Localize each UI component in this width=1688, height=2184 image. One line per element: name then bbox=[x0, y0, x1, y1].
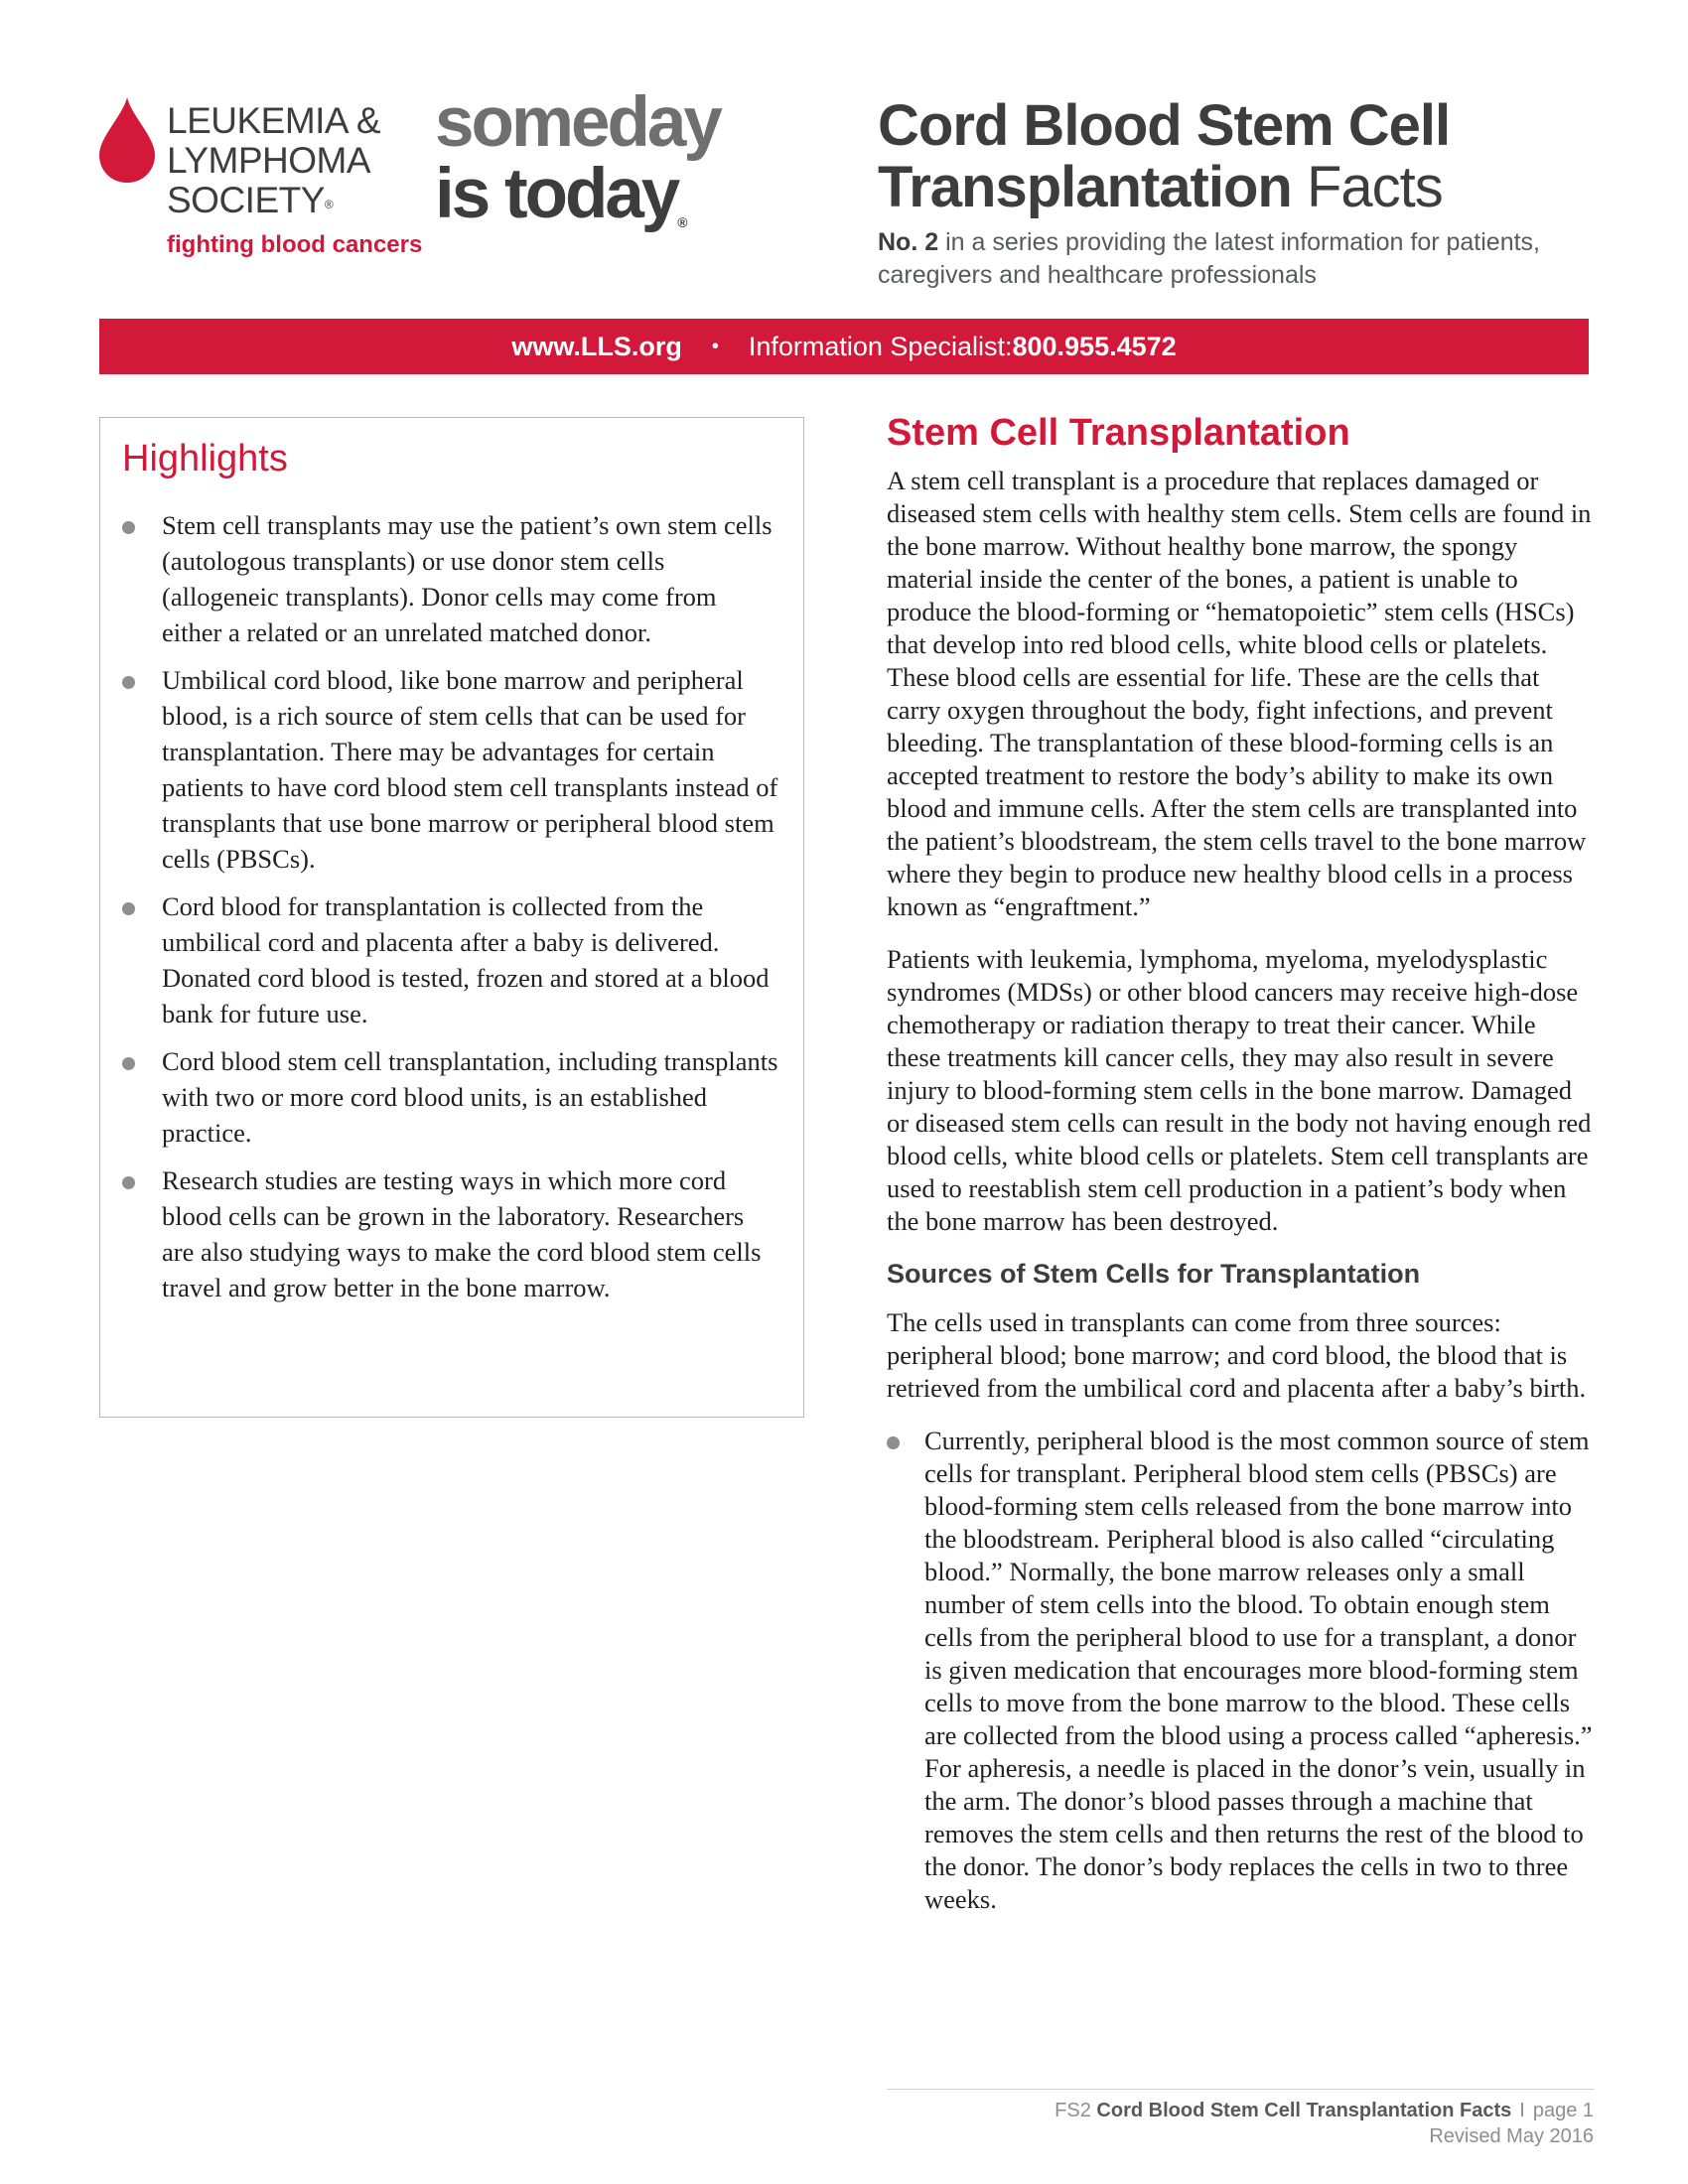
highlight-text: Research studies are testing ways in which more cord blood cells can be grown in the laboratory. Researchers are also studying ways to make the cord blood stem cells travel and grow better in the bone marrow. bbox=[162, 1165, 762, 1302]
section-title: Stem Cell Transplantation bbox=[887, 412, 1350, 454]
contact-band bbox=[99, 319, 1589, 374]
highlight-text: Cord blood stem cell transplantation, including transplants with two or more cord blood units, is an established practice. bbox=[162, 1046, 778, 1148]
bullet-icon bbox=[122, 676, 135, 689]
document-title bbox=[878, 95, 1450, 218]
specialist-label: Information Specialist: bbox=[748, 331, 1013, 361]
organization-name-line: SOCIETY bbox=[167, 180, 325, 220]
organization-tagline: fighting blood cancers bbox=[167, 231, 423, 258]
bullet-icon bbox=[122, 1176, 135, 1189]
body-paragraph: A stem cell transplant is a procedure that replaces damaged or diseased stem cells with healthy stem cells. Stem cells are found in the bone marrow. Without healthy bone marrow, the spongy material inside the center of the bones, a patient is unable to produce the blood-forming or “hematopoietic” stem cells (HSCs) that develop into red blood cells, white blood cells or platelets. These blood cells are essential for life. These are the cells that carry oxygen throughout the body, fight infections, and prevent bleeding. The transplantation of these blood-forming cells is an accepted treatment to restore the body’s ability to make its own blood and immune cells. After the stem cells are transplanted into the patient’s bloodstream, the stem cells travel to the bone marrow where they begin to produce new healthy blood cells in a process known as “engraftment.” bbox=[887, 466, 1592, 921]
website-link[interactable]: www.LLS.org bbox=[511, 331, 682, 361]
blood-drop-icon bbox=[99, 97, 155, 183]
organization-name bbox=[167, 101, 380, 220]
footer-title: Cord Blood Stem Cell Transplantation Facts bbox=[1096, 2100, 1512, 2121]
page-number: page 1 bbox=[1532, 2100, 1594, 2121]
registered-mark: ® bbox=[324, 198, 334, 211]
main-article bbox=[887, 409, 1594, 1916]
campaign-line: is today bbox=[435, 155, 678, 233]
highlight-text: Cord blood for transplantation is collected from the umbilical cord and placenta after a baby is delivered. Donated cord blood is tested, frozen and stored at a blood bank for future use. bbox=[162, 891, 770, 1028]
list-item bbox=[122, 1162, 782, 1305]
highlights-list bbox=[122, 507, 782, 1317]
bullet-icon bbox=[122, 902, 135, 915]
campaign-line: someday bbox=[435, 83, 720, 162]
sources-intro: The cells used in transplants can come from three sources: peripheral blood; bone marrow; and cord blood, the blood that is retrieved from the umbilical cord and placenta after a baby’s birth. bbox=[887, 1307, 1587, 1403]
title-facts: Facts bbox=[1291, 155, 1443, 219]
highlight-text: Umbilical cord blood, like bone marrow and peripheral blood, is a rich source of stem cells that can be used for transplantation. There may be advantages for certain patients to have cord blood stem cell transplants instead of transplants that use bone marrow or peripheral blood stem cells (PBSCs). bbox=[162, 665, 778, 874]
highlight-text: Stem cell transplants may use the patient’s own stem cells (autologous transplants) or use donor stem cells (allogeneic transplants). Donor cells may come from either a related or an unrelated matched donor. bbox=[162, 510, 773, 647]
revision-date: Revised May 2016 bbox=[1429, 2125, 1594, 2147]
title-line-1: Cord Blood Stem Cell bbox=[878, 93, 1451, 158]
list-item bbox=[122, 1043, 782, 1151]
footer-divider bbox=[887, 2089, 1594, 2090]
organization-name-line: LEUKEMIA & bbox=[167, 100, 381, 141]
body-paragraph: Patients with leukemia, lymphoma, myeloma, myelodysplastic syndromes (MDSs) or other blood cancers may receive high-dose chemotherapy or radiation therapy to treat their cancer. While these treatments kill cancer cells, they may also result in severe injury to blood-forming stem cells in the bone marrow. Damaged or diseased stem cells can result in the body not having enough red blood cells, white blood cells or platelets. Stem cell transplants are used to reestablish stem cell production in a patient’s body when the bone marrow has been destroyed. bbox=[887, 944, 1592, 1236]
page-footer bbox=[1055, 2098, 1594, 2149]
footer-code: FS2 bbox=[1055, 2100, 1097, 2121]
campaign-registered-mark: ® bbox=[677, 214, 688, 230]
sources-list bbox=[887, 1425, 1594, 1916]
series-number: No. 2 bbox=[878, 228, 939, 256]
footer-separator: I bbox=[1519, 2100, 1525, 2121]
subsection-title: Sources of Stem Cells for Transplantation bbox=[887, 1259, 1421, 1289]
series-description bbox=[878, 226, 1613, 292]
highlights-title: Highlights bbox=[122, 438, 288, 479]
bullet-icon bbox=[122, 1057, 135, 1070]
phone-number[interactable]: 800.955.4572 bbox=[1012, 331, 1177, 361]
bullet-icon bbox=[887, 1436, 900, 1449]
list-item bbox=[122, 507, 782, 650]
bullet-icon bbox=[122, 521, 135, 534]
campaign-logo bbox=[435, 83, 720, 233]
band-separator: • bbox=[711, 335, 719, 357]
organization-name-line: LYMPHOMA bbox=[167, 140, 371, 181]
highlights-box bbox=[99, 417, 804, 1418]
series-text: in a series providing the latest information for patients, caregivers and healthcare professionals bbox=[878, 228, 1540, 289]
list-item bbox=[122, 888, 782, 1031]
sources-item-text: Currently, peripheral blood is the most common source of stem cells for transplant. Peripheral blood stem cells (PBSCs) are blood-forming stem cells released from the bone marrow into the bloodstream. Peripheral blood is also called “circulating blood.” Normally, the bone marrow releases only a small number of stem cells into the blood. To obtain enough stem cells from the peripheral blood to use for a transplant, a donor is given medication that encourages more blood-forming stem cells to move from the bone marrow to the blood. These cells are collected from the blood using a process called “apheresis.” For apheresis, a needle is placed in the donor’s vein, usually in the arm. The donor’s blood passes through a machine that removes the stem cells and then returns the rest of the blood to the donor. The donor’s body replaces the cells in two to three weeks. bbox=[924, 1426, 1593, 1914]
list-item bbox=[122, 662, 782, 877]
list-item bbox=[887, 1425, 1594, 1916]
title-line-2: Transplantation bbox=[878, 155, 1292, 219]
